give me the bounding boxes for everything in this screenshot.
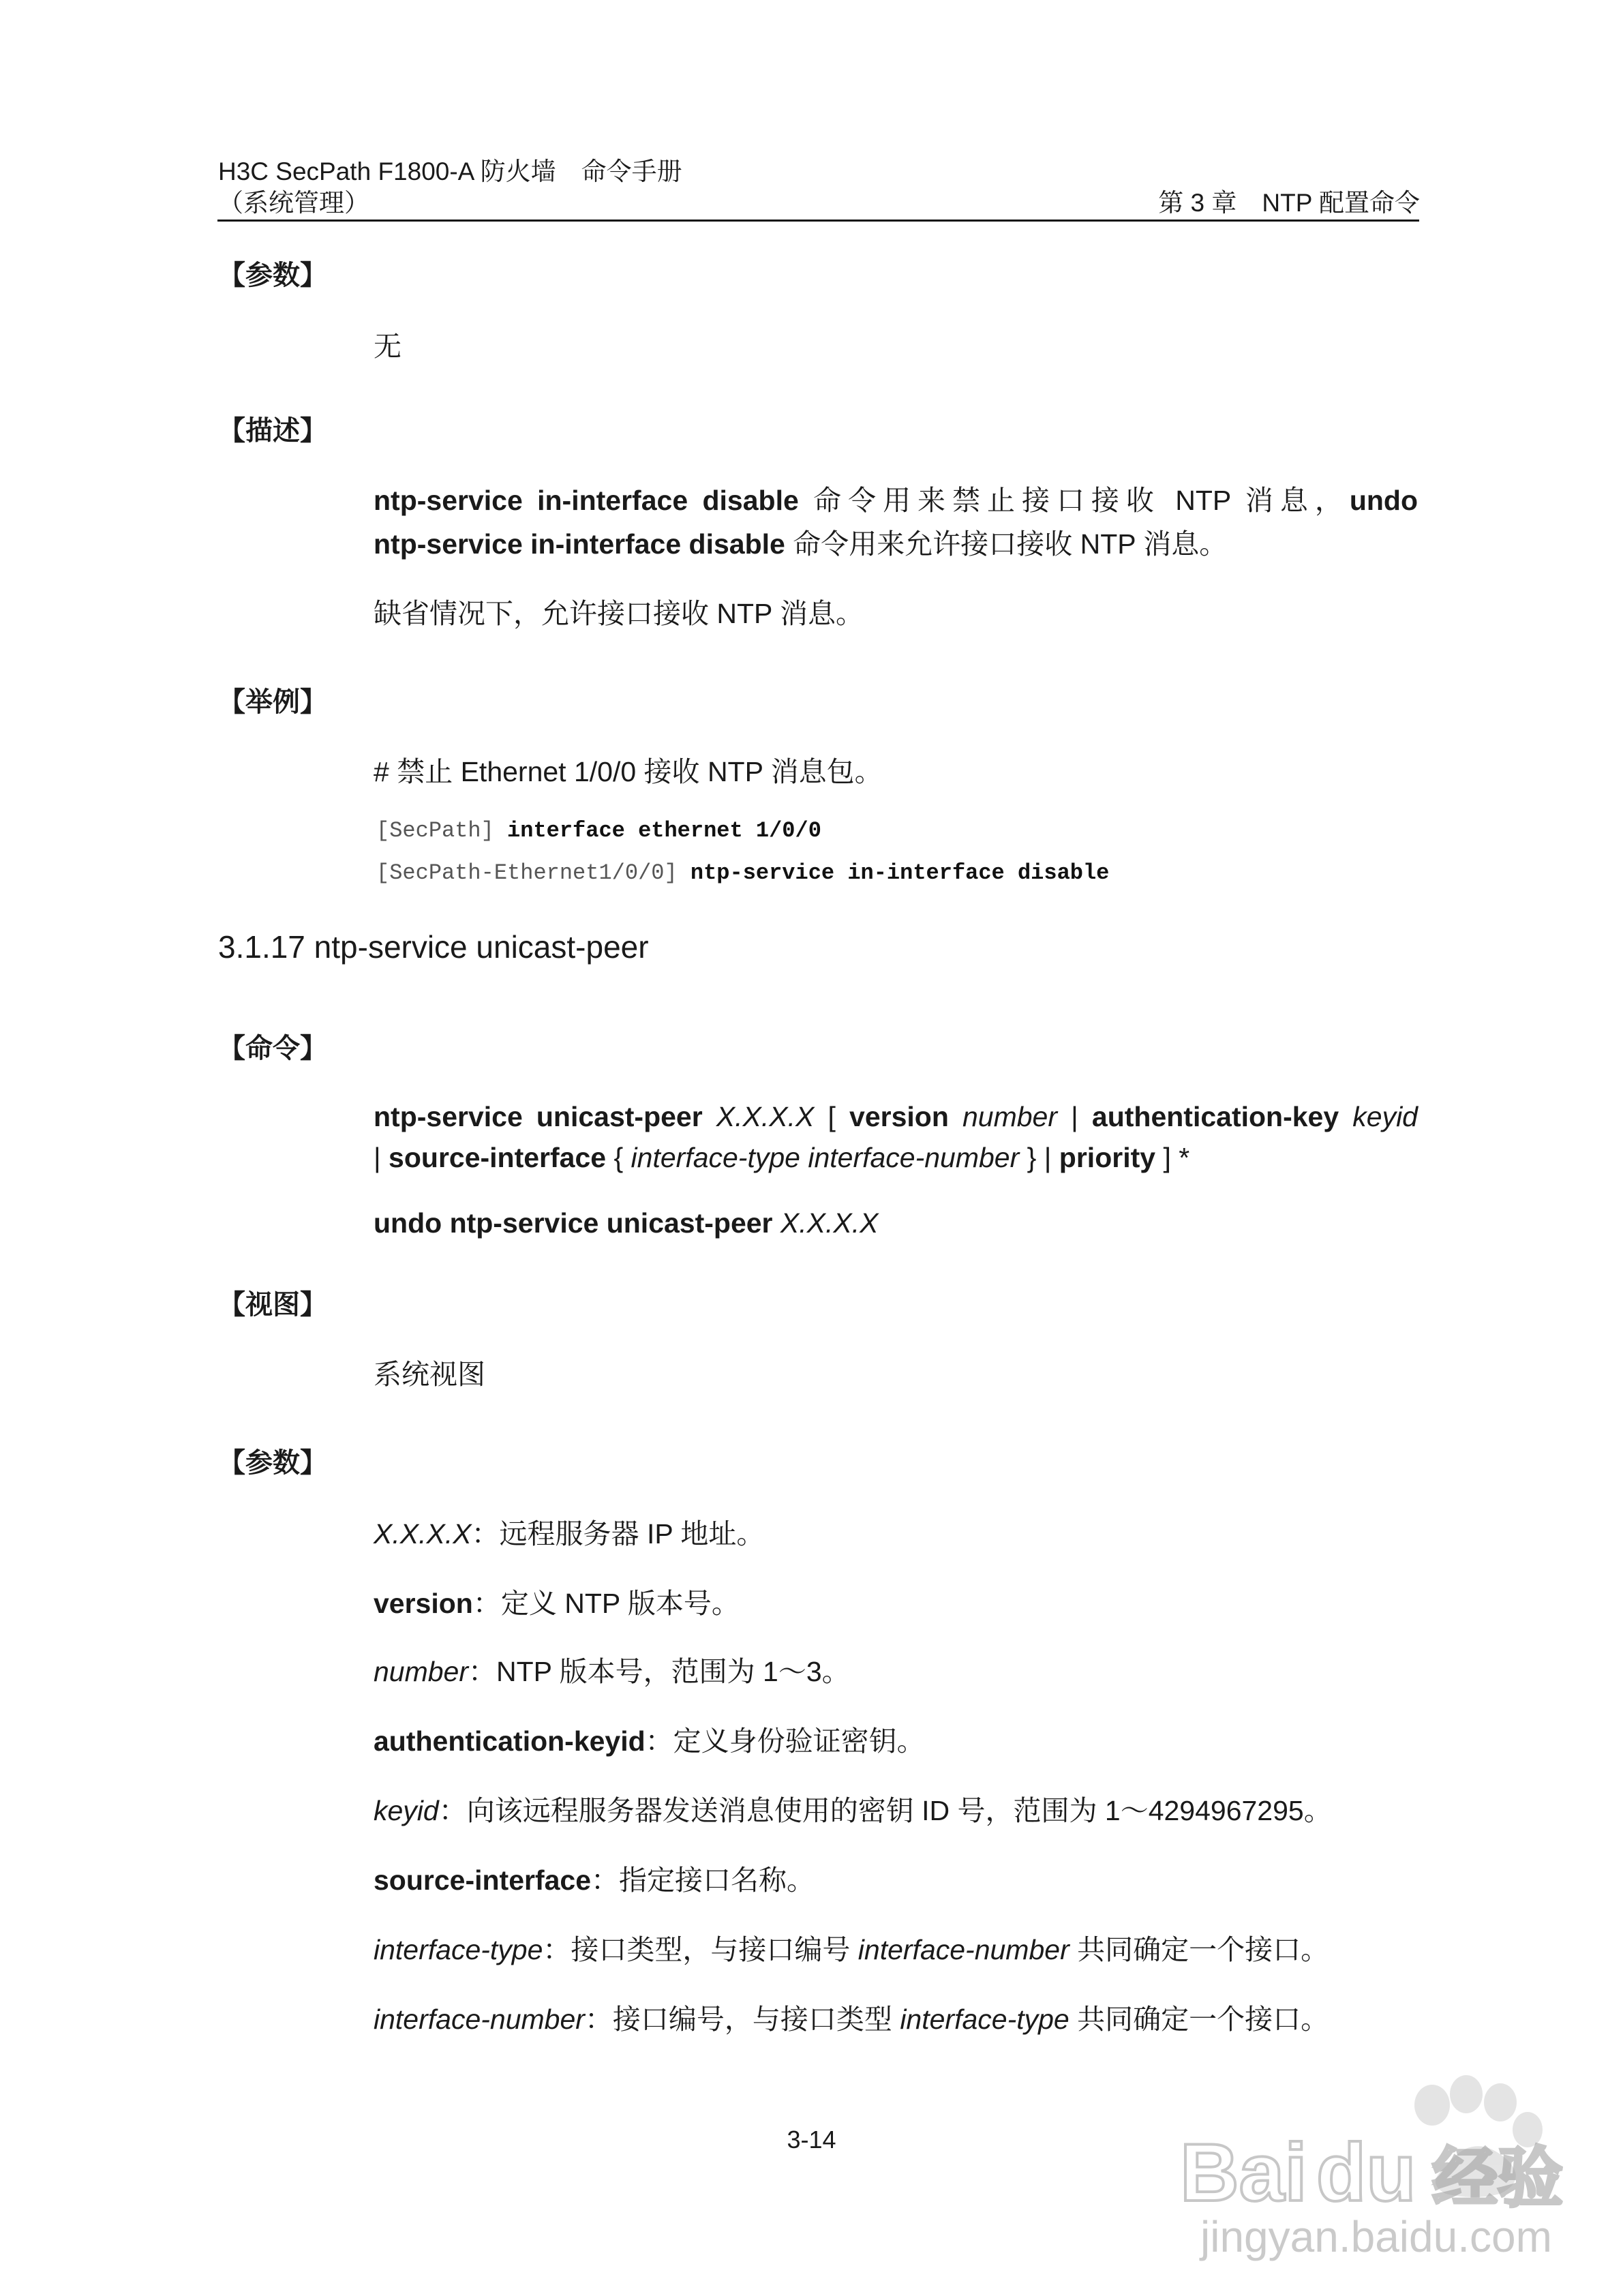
watermark-cn: 经验 [1432, 2142, 1563, 2215]
undo-keyword: undo [1349, 485, 1418, 516]
param-item [374, 1719, 1418, 1763]
watermark-brand-2: du [1316, 2127, 1416, 2218]
header-title: H3C SecPath F1800-A 防火墙 命令手册 [218, 157, 682, 185]
param-term: number [374, 1656, 469, 1687]
syntax-command: undo ntp-service unicast-peer [374, 1207, 773, 1239]
param-item [374, 1650, 1418, 1693]
description-text: 命令用来允许接口接收 NTP 消息。 [785, 528, 1228, 560]
command-name: ntp-service in-interface disable [374, 485, 799, 516]
param-term: keyid [374, 1795, 439, 1826]
param-term: interface-type [900, 2004, 1070, 2035]
default-text: 缺省情况下，允许接口接收 NTP 消息。 [374, 598, 864, 629]
param-item [374, 1997, 1418, 2041]
param-item [374, 1858, 1418, 1902]
params-text: 无 [374, 331, 401, 362]
syntax-keyword: authentication-key [1091, 1101, 1339, 1132]
param-desc: ：指定接口名称。 [591, 1864, 815, 1896]
param-item [374, 1582, 1418, 1625]
param-desc: ：接口类型，与接口编号 [543, 1934, 858, 1965]
param-term: interface-type [374, 1934, 543, 1965]
view-heading: 【视图】 [218, 1290, 327, 1320]
syntax-keyword: source-interface [389, 1142, 607, 1173]
command-heading: 【命令】 [218, 1033, 327, 1063]
param-item [374, 1789, 1418, 1832]
code-line-2 [376, 860, 1109, 886]
syntax-arg: X.X.X.X [772, 1207, 879, 1239]
syntax-bracket: ] * [1155, 1142, 1190, 1173]
syntax-keyword: priority [1059, 1142, 1156, 1173]
param-item [374, 1928, 1418, 1972]
description-line-2 [374, 522, 1418, 566]
syntax-bracket: { [606, 1142, 631, 1173]
header-chapter: 第 3 章 NTP 配置命令 [1158, 189, 1420, 217]
syntax-bracket: } | [1019, 1142, 1059, 1173]
param-term: interface-number [858, 1934, 1070, 1965]
param-desc: ：接口编号，与接口类型 [584, 2004, 900, 2035]
baidu-watermark [1159, 2064, 1582, 2269]
param-desc: ：定义 NTP 版本号。 [472, 1588, 740, 1619]
code-line-1 [376, 818, 821, 843]
syntax-line-1 [374, 1095, 1418, 1138]
description-line-1 [374, 479, 1418, 522]
watermark-brand: Bai [1180, 2127, 1307, 2218]
param-desc: ：定义身份验证密钥。 [645, 1725, 925, 1757]
header-subtitle: （系统管理） [218, 189, 369, 217]
section-title: 3.1.17 ntp-service unicast-peer [218, 929, 649, 965]
param-term: X.X.X.X [374, 1518, 472, 1550]
undo-syntax [374, 1201, 1418, 1245]
watermark-url: jingyan.baidu.com [1200, 2212, 1552, 2261]
syntax-sep: | [374, 1142, 389, 1173]
description-text: 命令用来禁止接口接收 NTP 消息， [798, 485, 1350, 516]
description-heading: 【描述】 [218, 416, 327, 446]
syntax-command: ntp-service unicast-peer [374, 1101, 703, 1132]
syntax-sep: | [1057, 1101, 1092, 1132]
params-heading-2: 【参数】 [218, 1448, 327, 1478]
syntax-arg: interface-type interface-number [631, 1142, 1020, 1173]
param-desc: 共同确定一个接口。 [1069, 2004, 1329, 2035]
syntax-keyword: version [849, 1101, 949, 1132]
syntax-line-2 [374, 1136, 1418, 1179]
param-desc: ：NTP 版本号，范围为 1～3。 [468, 1656, 850, 1687]
view-text: 系统视图 [374, 1359, 485, 1390]
header-rule [217, 220, 1419, 222]
code-prompt: [SecPath] [376, 818, 508, 843]
param-term: interface-number [374, 2004, 585, 2035]
param-desc: ：远程服务器 IP 地址。 [471, 1518, 765, 1550]
page-number: 3-14 [787, 2126, 836, 2154]
syntax-arg: keyid [1339, 1101, 1418, 1132]
command-name: ntp-service in-interface disable [374, 528, 785, 560]
params-heading: 【参数】 [218, 260, 327, 290]
syntax-arg: X.X.X.X [702, 1101, 815, 1132]
syntax-bracket: [ [814, 1101, 850, 1132]
param-term: authentication-keyid [374, 1725, 646, 1757]
param-term: source-interface [374, 1864, 592, 1896]
example-comment: # 禁止 Ethernet 1/0/0 接收 NTP 消息包。 [374, 756, 883, 787]
code-command: ntp-service in-interface disable [690, 860, 1110, 886]
param-term: version [374, 1588, 473, 1619]
param-item [374, 1512, 1418, 1556]
param-desc: ：向该远程服务器发送消息使用的密钥 ID 号，范围为 1～4294967295。 [438, 1795, 1332, 1826]
code-prompt: [SecPath-Ethernet1/0/0] [376, 860, 691, 886]
code-command: interface ethernet 1/0/0 [507, 818, 821, 843]
param-desc: 共同确定一个接口。 [1069, 1934, 1329, 1965]
example-heading: 【举例】 [218, 687, 327, 717]
syntax-arg: number [948, 1101, 1057, 1132]
